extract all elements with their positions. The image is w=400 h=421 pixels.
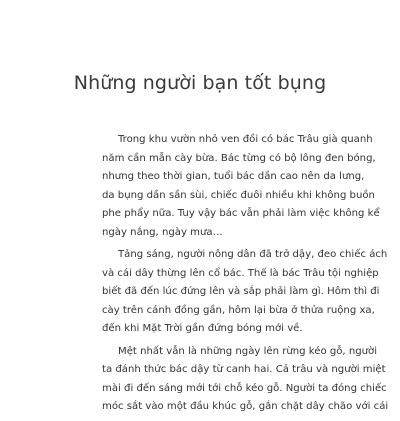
text-line: phe phẩy nữa. Tuy vậy bác vẫn phải làm việc không kể [102,208,380,219]
text-line: và cái dây thừng lên cổ bác. Thế là bác Trâu tội nghiệp [102,267,379,279]
text-line: nhưng theo thời gian, tuổi bác dần cao nên da lưng, [102,171,365,182]
paragraph-2 [86,246,388,339]
text-line: Tảng sáng, người nông dân đã trở dậy, đeo chiếc ách [118,249,388,260]
text-line: cày trên cánh đồng gần, hôm lại bừa ở thửa ruộng xa, [102,304,375,316]
chapter-title: Những người bạn tốt bụng [73,72,327,94]
text-line: Trong khu vườn nhỏ ven đồi có bác Trâu già quanh [118,134,373,145]
paragraph-3 [86,343,389,417]
text-line: ta đánh thức bác dậy từ canh hai. Cả trâu và người miệt [102,364,386,375]
paragraph-1 [86,131,380,242]
text-line: ngày nắng, ngày mưa… [102,226,223,238]
text-line: biết đã đến lúc đứng lên và sắp phải làm gì. Hôm thì đi [102,286,380,297]
text-line: đến khi Mặt Trời gần đứng bóng mới về. [102,323,303,334]
chapter-body [86,131,389,421]
text-line: Mệt nhất vẫn là những ngày lên rừng kéo gỗ, người [118,345,378,357]
text-line: móc sắt vào một đầu khúc gỗ, gắn chặt dây chão với cái [102,401,389,412]
text-line: mài đi đến sáng mới tới chỗ kéo gỗ. Người ta đóng chiếc [102,382,387,394]
text-line: da bụng dần sần sùi, chiếc đuôi nhiều khi không buồn [102,189,375,201]
text-line: năm cần mẫn cày bừa. Bác từng có bộ lông đen bóng, [102,152,376,164]
